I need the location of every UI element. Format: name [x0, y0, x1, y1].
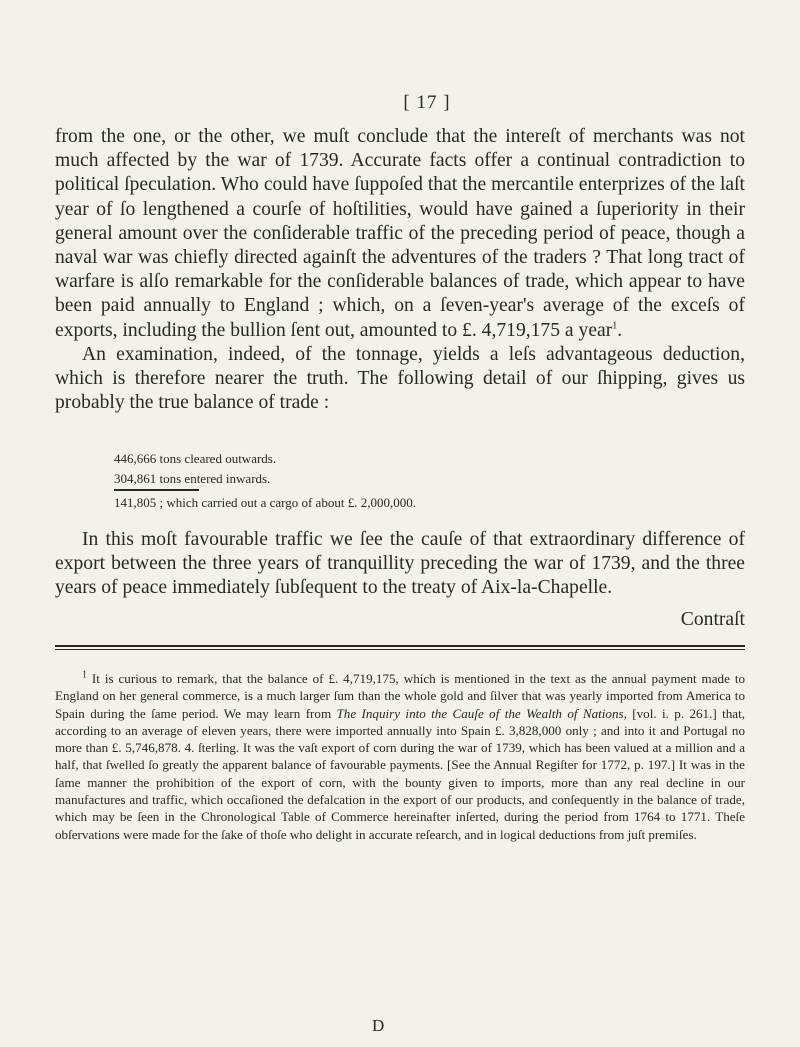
main-text: [55, 125, 745, 415]
tally-rule: [114, 489, 199, 491]
footnote-reference: 1: [612, 320, 618, 332]
footnote-text-1: It is curious to remark, that the balance of £. 4,719,175, which is mentioned in the text as the annual payment made to England on her general commerce, is a much larger ſum than the whole gold and ſilver that was yearly imported from America to Spain during the ſame period. We may learn from: [55, 671, 746, 721]
footnote-text-2: [vol. i. p. 261.] that, according to an average of eleven years, there were imported annually into Spain £. 3,828,000 only ; and into it and Portugal no more than £. 5,746,878. 4. ſterling. It was the vaſt export of corn during the war of 1739, which has been valued at a million and a half, that ſwelled ſo greatly the apparent balance of favourable payments. [See the Annual Regiſter for 1772, p. 197.] It was in the ſame manner the prohibition of the export of corn, with the bounty given to imports, more than any real decline in our manufactures and traffic, which occaſioned the defalcation in the export of our products, and conſequently in the balance of trade, which may be ſeen in the Chronological Table of Commerce hereinafter inſerted, during the period from 1764 to 1771. Theſe obſervations were made for the ſake of thoſe who delight in accurate reſearch, and in logical deductions from juſt premiſes.: [55, 705, 746, 842]
catchword: Contraſt: [680, 609, 745, 630]
footnote-book-title: The Inquiry into the Cauſe of the Wealth of Nations,: [336, 705, 627, 721]
tally-row-cleared: 446,666 tons cleared outwards.: [114, 451, 277, 466]
tally-row-balance: 141,805 ; which carried out a cargo of about £. 2,000,000.: [114, 494, 416, 510]
paragraph-1-end: .: [617, 319, 623, 341]
footnote: [55, 670, 745, 843]
paragraph-2: An examination, indeed, of the tonnage, yields a leſs advantageous deduction, which is therefore nearer the truth. The following detail of our ſhipping, gives us probably the true balance of trade :: [55, 343, 745, 414]
footnote-divider: [55, 645, 745, 650]
page-number: [ 17 ]: [403, 92, 451, 113]
tally-row-entered: 304,861 tons entered inwards.: [114, 470, 271, 486]
footnote-mark: 1: [82, 669, 87, 681]
signature-mark: D: [372, 1016, 385, 1035]
paragraph-1-text: from the one, or the other, we muſt conclude that the intereſt of merchants was not much affected by the war of 1739. Accurate facts offer a continual contradiction to political ſpeculation. Who could have ſuppoſed that the mercantile enterprizes of the laſt year of ſo lengthened a courſe of hoſtilities, would have gained a ſuperiority in their general amount over the conſiderable traffic of the preceding period of peace, though a naval war was chiefly directed againſt the adventures of the traders ? That long tract of warfare is alſo remarkable for the conſiderable balances of trade, which appear to have been paid annually to England ; which, on a ſeven-year's average of the exceſs of exports, including the bullion ſent out, amounted to £. 4,719,175 a year: [55, 126, 745, 341]
tonnage-tally: [114, 449, 416, 512]
paragraph-3: In this moſt favourable traffic we ſee the cauſe of that extraordinary difference of export between the three years of tranquillity preceding the war of 1739, and the three years of peace immediately ſubſequent to the treaty of Aix-la-Chapelle.: [55, 529, 745, 599]
paragraph-1: [55, 125, 745, 343]
